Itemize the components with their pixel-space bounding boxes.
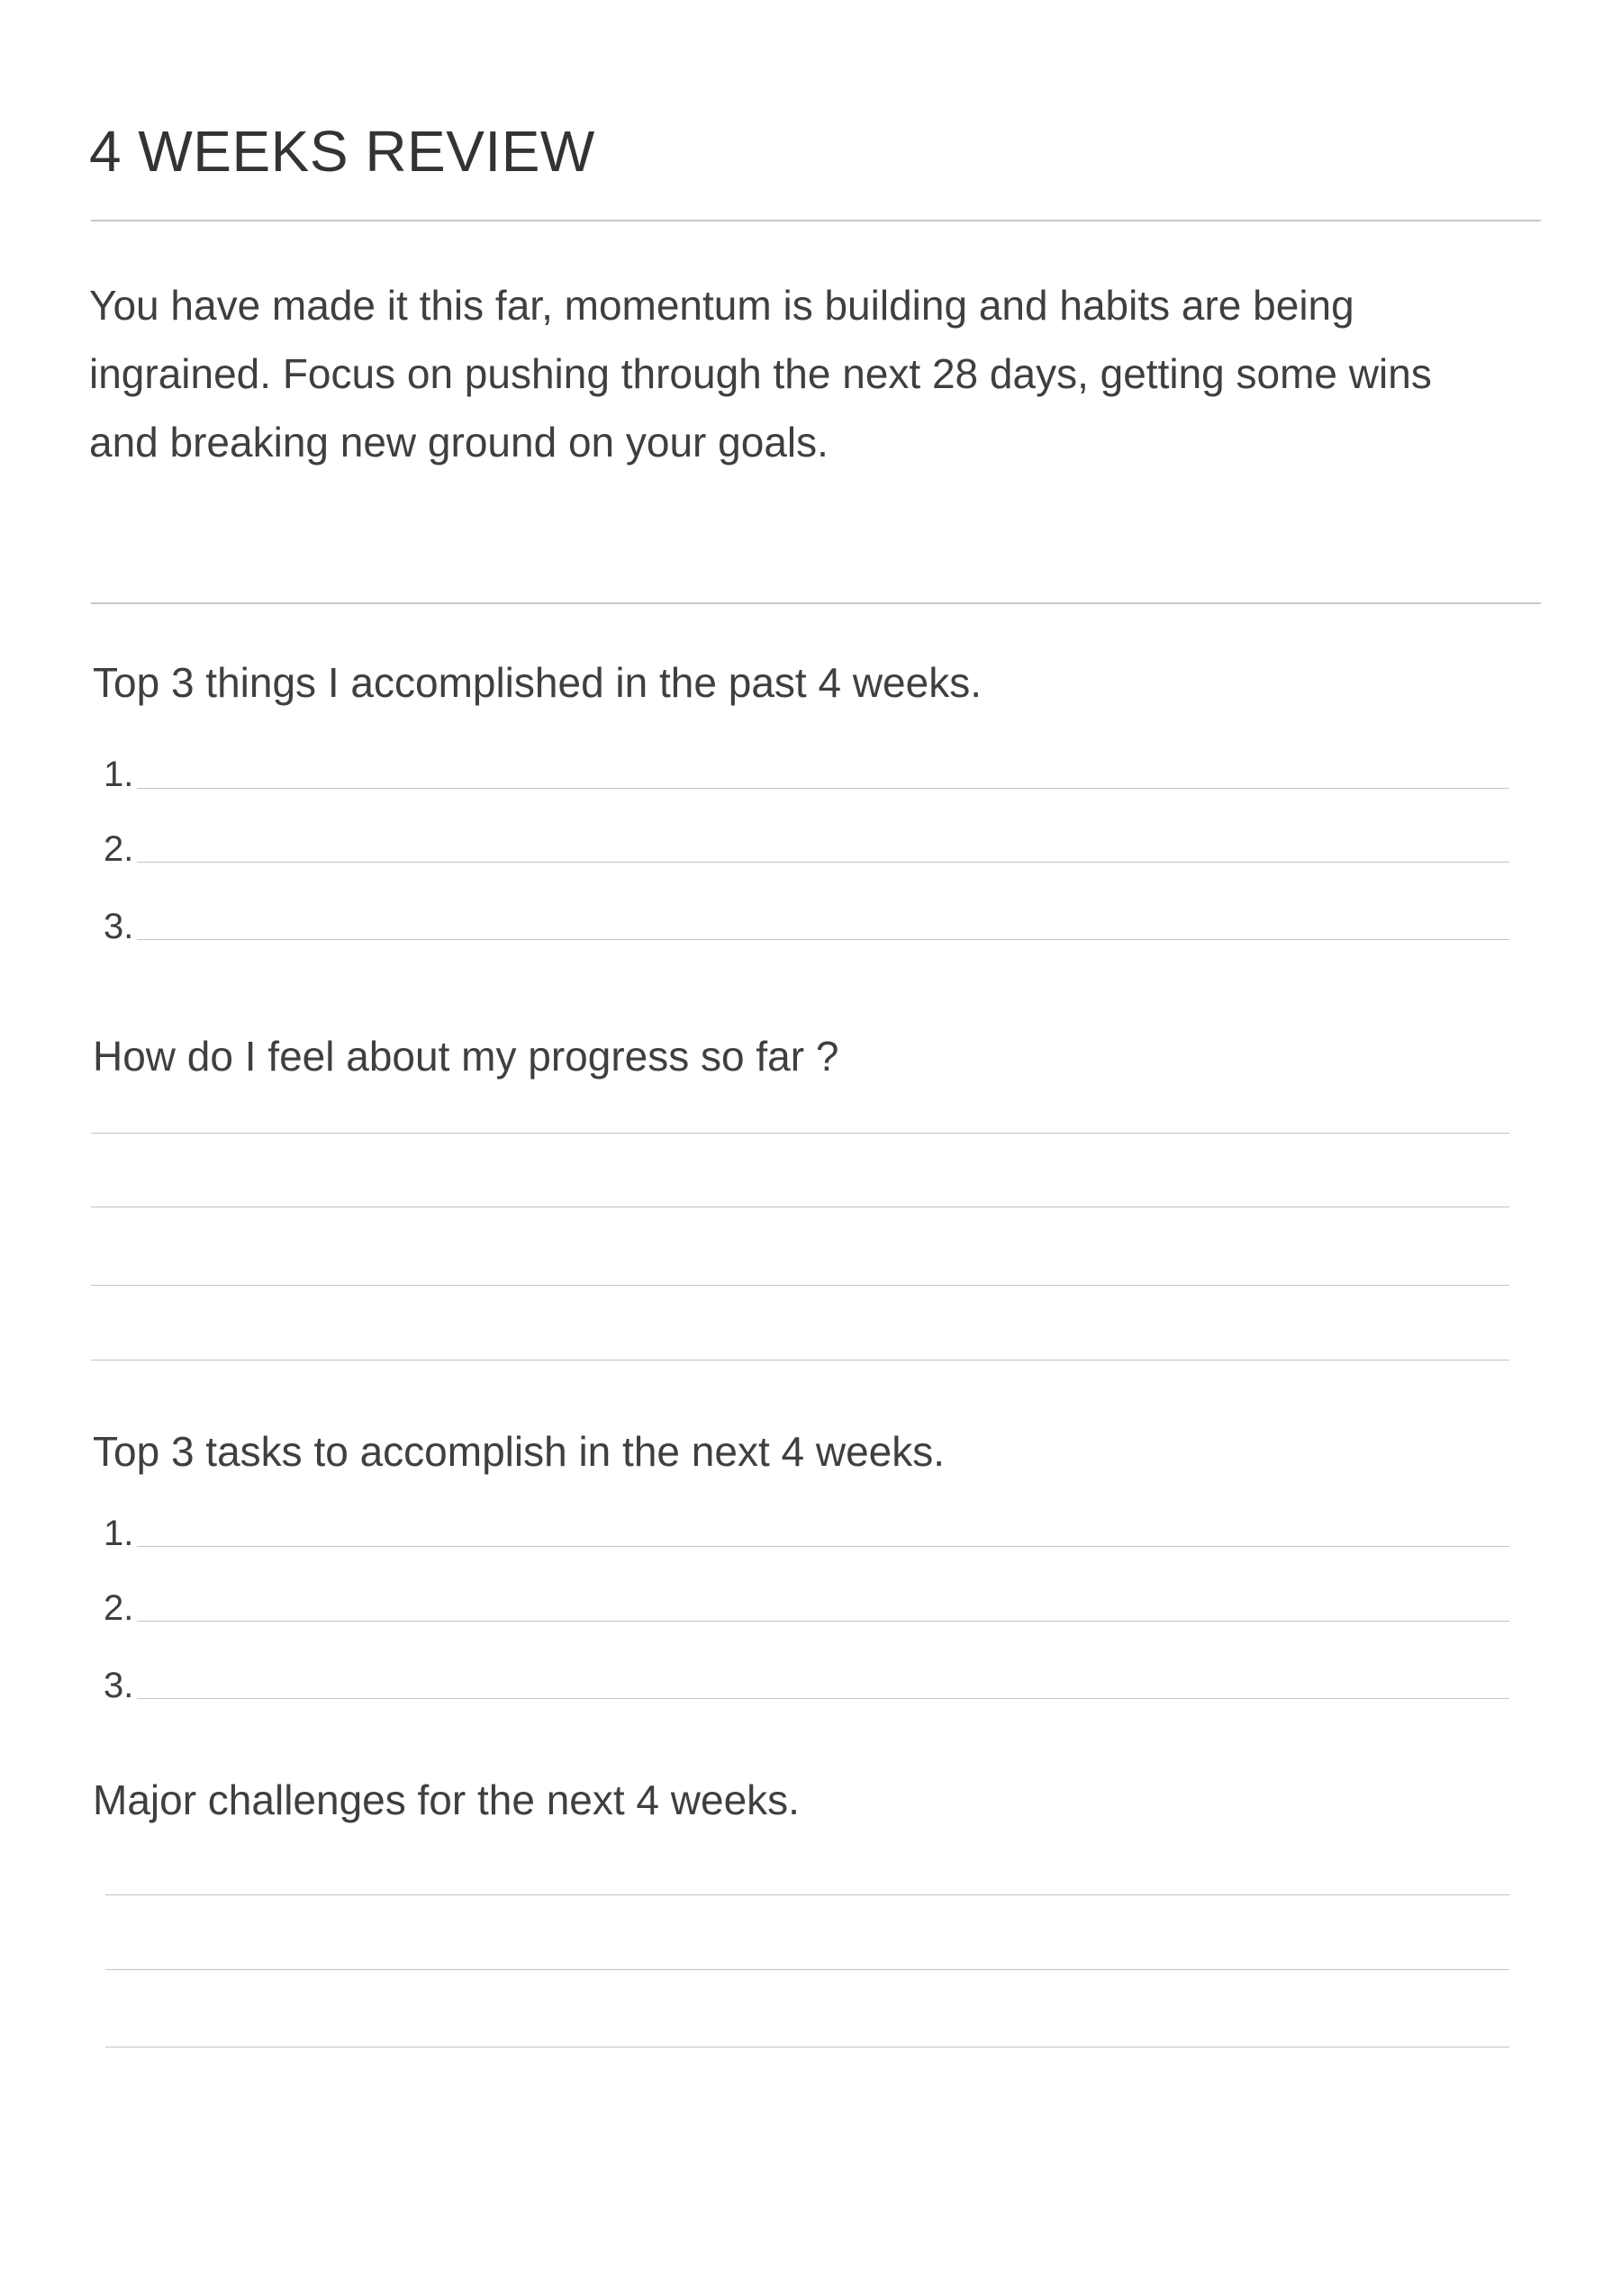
feel-answer-line-3[interactable] [91, 1285, 1509, 1286]
accomplished-answer-line-2[interactable] [137, 862, 1509, 863]
accomplished-item-number: 2. [104, 829, 134, 869]
title-divider [91, 220, 1541, 221]
intro-divider [91, 602, 1541, 604]
intro-line: ingrained. Focus on pushing through the next 28 days, getting some wins [89, 350, 1432, 397]
tasks-answer-line-2[interactable] [137, 1621, 1509, 1622]
tasks-item-number: 1. [104, 1514, 134, 1553]
intro-line: You have made it this far, momentum is building and habits are being [89, 282, 1354, 329]
challenges-answer-line-1[interactable] [105, 1894, 1509, 1895]
accomplished-answer-line-3[interactable] [137, 939, 1509, 940]
accomplished-answer-line-1[interactable] [137, 788, 1509, 789]
feel-prompt: How do I feel about my progress so far ? [93, 1033, 839, 1080]
challenges-answer-line-2[interactable] [105, 1969, 1509, 1970]
accomplished-item-number: 3. [104, 907, 134, 946]
tasks-answer-line-1[interactable] [137, 1546, 1509, 1547]
page-title: 4 WEEKS REVIEW [89, 119, 595, 184]
accomplished-item-number: 1. [104, 755, 134, 794]
tasks-answer-line-3[interactable] [137, 1698, 1509, 1699]
challenges-prompt: Major challenges for the next 4 weeks. [93, 1776, 800, 1823]
tasks-prompt: Top 3 tasks to accomplish in the next 4 weeks. [93, 1428, 946, 1475]
accomplished-prompt: Top 3 things I accomplished in the past 4 weeks. [93, 659, 983, 706]
intro-line: and breaking new ground on your goals. [89, 419, 829, 466]
tasks-item-number: 2. [104, 1588, 134, 1628]
intro-paragraph [89, 271, 1494, 476]
tasks-item-number: 3. [104, 1666, 134, 1705]
feel-answer-line-1[interactable] [91, 1133, 1509, 1134]
